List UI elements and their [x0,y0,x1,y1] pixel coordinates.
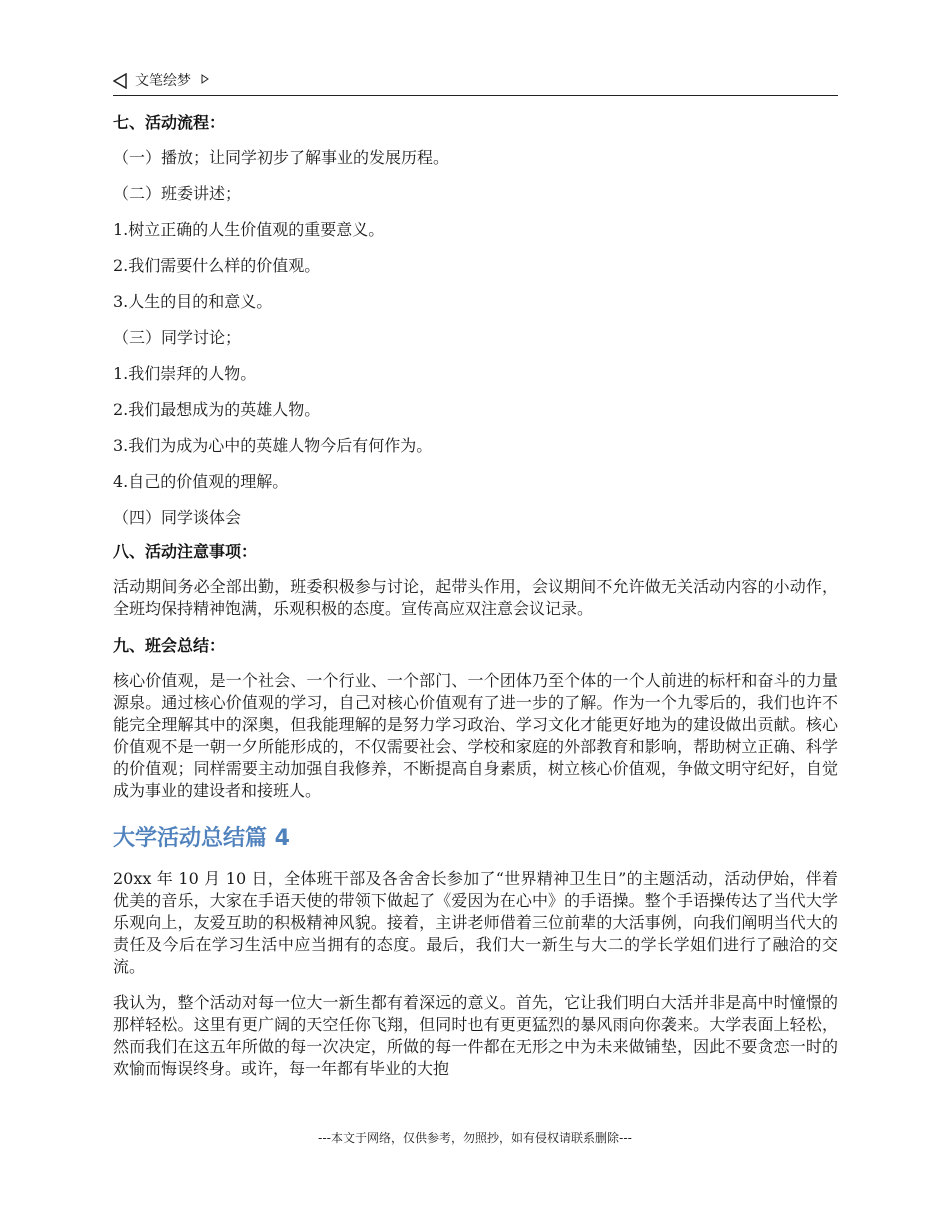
summary-paragraph: 核心价值观，是一个社会、一个行业、一个部门、一个团体乃至个体的一个人前进的标杆和奋斗的力量源泉。通过核心价值观的学习，自己对核心价值观有了进一步的了解。作为一个九零后的，我们也许不能完全理解其中的深奥，但我能理解的是努力学习政治、学习文化才能更好地为的建设做出贡献。核心价值观不是一朝一夕所能形成的，不仅需要社会、学校和家庭的外部教育和影响，帮助树立正确、科学的价值观；同样需要主动加强自我修养，不断提高自身素质，树立核心价值观，争做文明守纪好，自觉成为事业的建设者和接班人。 [113,671,838,800]
document-body [113,112,838,1080]
flow-line: 2.我们最想成为的英雄人物。 [113,400,321,419]
header-title: 文笔绘梦 [135,73,191,89]
flow-line: （四）同学谈体会 [113,508,242,527]
article-paragraph: 我认为，整个活动对每一位大一新生都有着深远的意义。首先，它让我们明白大活并非是高中时憧憬的那样轻松。这里有更广阔的天空任你飞翔，但同时也有更更猛烈的暴风雨向你袭来。大学表面上轻松，然而我们在这五年所做的每一次决定，所做的每一件都在无形之中为未来做铺垫，因此不要贪恋一时的欢愉而悔误终身。或许，每一年都有毕业的大抱 [113,993,838,1078]
notes-paragraph: 活动期间务必全部出勤，班委积极参与讨论，起带头作用，会议期间不允许做无关活动内容的小动作，全班均保持精神饱满，乐观积极的态度。宣传高应双注意会议记录。 [113,577,838,618]
triangle-right-outline-icon [201,74,209,84]
flow-line: 3.人生的目的和意义。 [113,292,273,311]
section-heading-flow: 七、活动流程： [113,113,226,132]
flow-line: 1.我们崇拜的人物。 [113,364,257,383]
section-heading-summary: 九、班会总结： [113,636,226,655]
page-footer-disclaimer: ---本文于网络，仅供参考，勿照抄，如有侵权请联系删除--- [318,1131,632,1145]
article-title: 大学活动总结篇 4 [113,826,290,851]
flow-line: 2.我们需要什么样的价值观。 [113,256,321,275]
flow-line: 1.树立正确的人生价值观的重要意义。 [113,220,385,239]
article-paragraph: 20xx 年 10 月 10 日，全体班干部及各舍舍长参加了“世界精神卫生日”的主题活动，活动伊始，伴着优美的音乐，大家在手语天使的带领下做起了《爱因为在心中》的手语操。整个手语操传达了当代大学乐观向上，友爱互助的积极精神风貌。接着，主讲老师借着三位前辈的大活事例，向我们阐明当代大的责任及今后在学习生活中应当拥有的态度。最后，我们大一新生与大二的学长学姐们进行了融洽的交流。 [113,869,838,976]
flow-line: 4.自己的价值观的理解。 [113,472,289,491]
flow-line: 3.我们为成为心中的英雄人物今后有何作为。 [113,436,433,455]
section-heading-notes: 八、活动注意事项： [113,542,258,561]
flow-line: （一）播放；让同学初步了解事业的发展历程。 [113,148,450,167]
flow-line: （三）同学讨论； [113,328,242,347]
page-header [113,70,838,96]
triangle-left-outline-icon [113,73,127,89]
flow-line: （二）班委讲述； [113,184,242,203]
